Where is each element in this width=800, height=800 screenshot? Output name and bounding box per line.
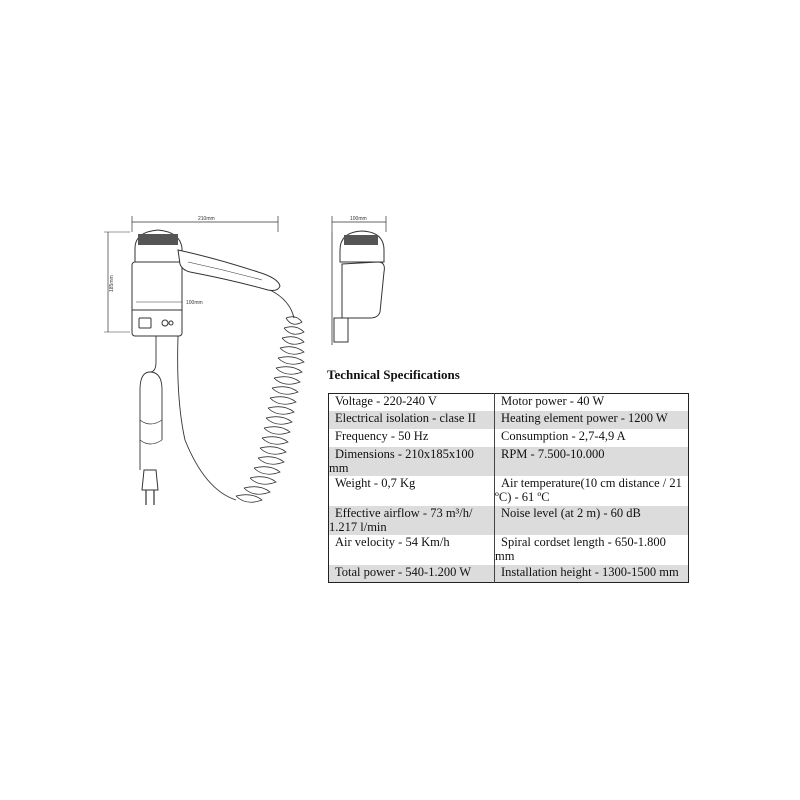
table-row [329,411,689,429]
spec-cell-heating-element-power: Heating element power - 1200 W [495,411,689,429]
spec-cell-rpm: RPM - 7.500-10.000 [495,447,689,476]
spec-cell-total-power: Total power - 540-1.200 W [329,565,495,583]
spec-cell-spiral-cordset-length: Spiral cordset length - 650-1.800 mm [495,535,689,564]
depth-dimension-label: 100mm [350,216,367,222]
spec-cell-noise-level: Noise level (at 2 m) - 60 dB [495,506,689,535]
table-row [329,565,689,583]
spec-cell-weight: Weight - 0,7 Kg [329,476,495,505]
spec-cell-air-temperature: Air temperature(10 cm distance / 21 ºC) - 61 ºC [495,476,689,505]
spec-cell-frequency: Frequency - 50 Hz [329,429,495,447]
technical-specifications-table [328,393,689,583]
height-dimension-label: 185mm [109,275,115,292]
technical-specifications-title: Technical Specifications [327,367,460,382]
spec-cell-air-velocity: Air velocity - 54 Km/h [329,535,495,564]
spec-cell-motor-power: Motor power - 40 W [495,394,689,412]
spec-cell-installation-height: Installation height - 1300-1500 mm [495,565,689,583]
spec-cell-effective-airflow: Effective airflow - 73 m³/h/ 1.217 l/min [329,506,495,535]
nozzle-dimension-label: 100mm [186,300,203,306]
table-row [329,394,689,412]
spec-cell-voltage: Voltage - 220-240 V [329,394,495,412]
width-dimension-label: 210mm [198,216,215,222]
front-view [104,216,304,505]
table-row [329,506,689,535]
side-view [332,216,386,345]
spec-cell-consumption: Consumption - 2,7-4,9 A [495,429,689,447]
table-row [329,476,689,505]
table-row [329,447,689,476]
table-row [329,429,689,447]
spec-cell-electrical-isolation: Electrical isolation - clase II [329,411,495,429]
table-row [329,535,689,564]
spec-cell-dimensions: Dimensions - 210x185x100 mm [329,447,495,476]
